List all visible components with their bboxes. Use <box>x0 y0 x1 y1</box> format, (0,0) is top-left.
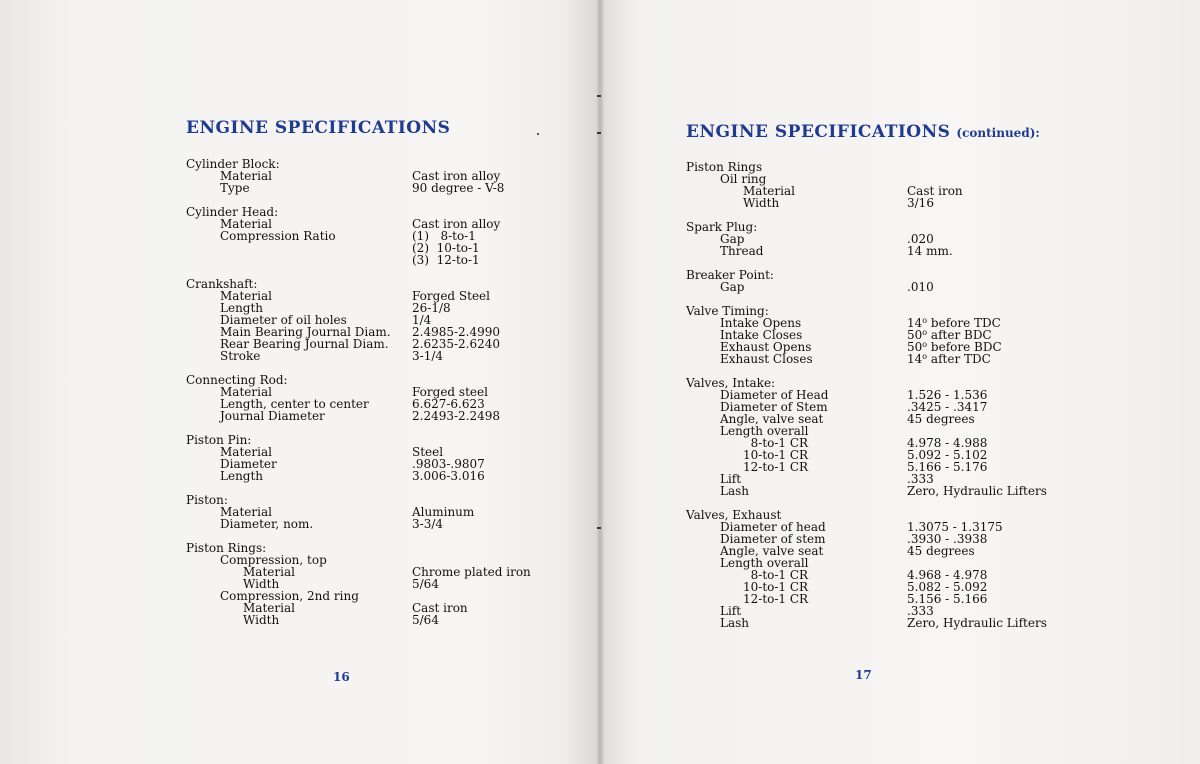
spec-section-heading: Connecting Rod: <box>186 373 288 387</box>
spec-value: Forged steel <box>412 385 488 399</box>
spec-label: Width <box>243 613 280 627</box>
spec-label: 12-to-1 CR <box>743 592 809 606</box>
spec-section-heading: Crankshaft: <box>186 277 258 291</box>
page-number: 17 <box>855 668 872 682</box>
timing-reference: before TDC <box>927 316 1001 330</box>
spec-value: .9803-.9807 <box>412 457 485 471</box>
spec-label: Material <box>220 505 272 519</box>
spec-row <box>186 230 586 242</box>
spec-value: 45 degrees <box>907 412 975 426</box>
spec-label: Journal Diameter <box>220 409 325 423</box>
spec-label: Diameter of oil holes <box>220 313 347 327</box>
spec-label: Rear Bearing Journal Diam. <box>220 337 389 351</box>
spec-label: Material <box>243 601 295 615</box>
left-page <box>0 0 598 764</box>
spec-label: Intake Opens <box>720 316 802 330</box>
spec-label: Main Bearing Journal Diam. <box>220 325 391 339</box>
spec-label: 10-to-1 CR <box>743 448 809 462</box>
spec-label: Width <box>243 577 280 591</box>
spec-value: 3.006-3.016 <box>412 469 485 483</box>
timing-reference: after TDC <box>927 352 991 366</box>
spec-value: .3425 - .3417 <box>907 400 988 414</box>
degree-number: 14 <box>907 352 923 366</box>
spec-label: Exhaust Opens <box>720 340 812 354</box>
spec-label: 8-to-1 CR <box>743 568 809 582</box>
spec-label: Diameter of head <box>720 520 826 534</box>
spec-label: Length <box>220 469 264 483</box>
spec-value: 2.4985-2.4990 <box>412 325 501 339</box>
spec-value: 3/16 <box>907 196 934 210</box>
spec-label: Gap <box>720 280 745 294</box>
spec-value: .3930 - .3938 <box>907 532 988 546</box>
spec-label: 8-to-1 CR <box>743 436 809 450</box>
degree-number: 14 <box>907 316 923 330</box>
print-speck <box>537 133 539 135</box>
spec-label: Compression, top <box>220 553 327 567</box>
spec-row <box>686 281 1166 293</box>
spec-row <box>686 197 1166 209</box>
row-spacer <box>686 209 1166 221</box>
spec-label: Diameter of Head <box>720 388 829 402</box>
spec-label: Intake Closes <box>720 328 803 342</box>
spec-row <box>186 350 586 362</box>
title-suffix: (continued): <box>956 126 1040 140</box>
spec-label: 12-to-1 CR <box>743 460 809 474</box>
spec-row <box>186 614 586 626</box>
spec-value: 3-3/4 <box>412 517 444 531</box>
timing-reference: before BDC <box>927 340 1002 354</box>
spec-label: Lift <box>720 604 742 618</box>
spec-label: Length, center to center <box>220 397 369 411</box>
spec-section-heading: Cylinder Head: <box>186 205 279 219</box>
timing-reference: after BDC <box>927 328 992 342</box>
spec-value: 2.6235-2.6240 <box>412 337 501 351</box>
degree-number: 50 <box>907 340 923 354</box>
degree-symbol: o <box>922 340 928 349</box>
spec-section-heading: Piston Pin: <box>186 433 252 447</box>
spec-table <box>186 158 586 626</box>
page-number: 16 <box>333 670 350 684</box>
spec-section-heading: Valves, Exhaust <box>686 508 782 522</box>
spec-value: Forged Steel <box>412 289 490 303</box>
spec-value: Zero, Hydraulic Lifters <box>907 484 1047 498</box>
spec-label: Diameter of Stem <box>720 400 828 414</box>
spec-row <box>186 410 586 422</box>
spec-section-heading: Spark Plug: <box>686 220 758 234</box>
spec-value: 1/4 <box>412 313 432 327</box>
spec-label: Lash <box>720 616 750 630</box>
spec-section-heading: Cylinder Block: <box>186 157 280 171</box>
spec-value: Zero, Hydraulic Lifters <box>907 616 1047 630</box>
right-page <box>602 0 1200 764</box>
spec-value: 26-1/8 <box>412 301 451 315</box>
spec-label: Type <box>220 181 250 195</box>
spec-value <box>907 353 991 365</box>
spec-value: 5.092 - 5.102 <box>907 448 988 462</box>
spec-value: 6.627-6.623 <box>412 397 485 411</box>
spec-value: (3) 12-to-1 <box>412 253 480 267</box>
spec-label: Material <box>220 217 272 231</box>
spec-value: Aluminum <box>412 505 475 519</box>
spec-section-heading: Piston: <box>186 493 228 507</box>
spec-label: 10-to-1 CR <box>743 580 809 594</box>
spec-value: .333 <box>907 604 934 618</box>
spec-label: Lash <box>720 484 750 498</box>
spec-label: Diameter, nom. <box>220 517 314 531</box>
spec-value: 5/64 <box>412 613 439 627</box>
spec-value: 90 degree - V-8 <box>412 181 505 195</box>
spec-value: Cast iron alloy <box>412 169 501 183</box>
spec-table <box>686 161 1166 629</box>
spec-row <box>186 242 586 254</box>
spec-value: Chrome plated iron <box>412 565 531 579</box>
spec-label: Thread <box>720 244 764 258</box>
spec-label: Compression Ratio <box>220 229 336 243</box>
spec-value: 5/64 <box>412 577 439 591</box>
spec-label: Stroke <box>220 349 261 363</box>
spec-section-heading: Valves, Intake: <box>686 376 776 390</box>
spec-value: 5.166 - 5.176 <box>907 460 988 474</box>
spec-label: Material <box>220 169 272 183</box>
spec-row <box>686 485 1166 497</box>
spec-label: Material <box>220 385 272 399</box>
spec-value: (2) 10-to-1 <box>412 241 480 255</box>
title-text: ENGINE SPECIFICATIONS <box>186 118 451 138</box>
spec-value: 1.526 - 1.536 <box>907 388 988 402</box>
spec-label: Angle, valve seat <box>720 544 824 558</box>
spec-row <box>686 245 1166 257</box>
spec-value: .333 <box>907 472 934 486</box>
spec-value: 4.978 - 4.988 <box>907 436 988 450</box>
spec-label: Compression, 2nd ring <box>220 589 359 603</box>
spec-row <box>686 353 1166 365</box>
spec-label: Material <box>220 289 272 303</box>
spec-label: Lift <box>720 472 742 486</box>
spec-section-heading: Piston Rings: <box>186 541 267 555</box>
spec-value: .010 <box>907 280 934 294</box>
spec-value: 4.968 - 4.978 <box>907 568 988 582</box>
spec-label: Diameter <box>220 457 277 471</box>
spec-value: .020 <box>907 232 934 246</box>
spec-label: Length overall <box>720 556 809 570</box>
spec-label: Exhaust Closes <box>720 352 813 366</box>
spec-row <box>186 182 586 194</box>
spec-row <box>186 518 586 530</box>
spec-value: Cast iron alloy <box>412 217 501 231</box>
binding-mark <box>597 95 601 97</box>
row-spacer <box>186 482 586 494</box>
spec-row <box>186 470 586 482</box>
page-title <box>686 122 1040 142</box>
spec-label: Material <box>220 445 272 459</box>
title-text: ENGINE SPECIFICATIONS <box>686 122 951 142</box>
spec-section-heading: Breaker Point: <box>686 268 774 282</box>
spec-label: Diameter of stem <box>720 532 826 546</box>
degree-symbol: o <box>922 316 928 325</box>
spec-section-heading: Valve Timing: <box>686 304 769 318</box>
spec-row <box>186 254 586 266</box>
spec-value: (1) 8-to-1 <box>412 229 476 243</box>
spec-value: 2.2493-2.2498 <box>412 409 501 423</box>
spec-value: 5.156 - 5.166 <box>907 592 988 606</box>
spec-value: Cast iron <box>907 184 963 198</box>
spec-value: Cast iron <box>412 601 468 615</box>
spec-label: Width <box>743 196 780 210</box>
spec-label: Material <box>743 184 795 198</box>
page-title <box>186 118 450 138</box>
spec-value: Steel <box>412 445 444 459</box>
degree-symbol: o <box>922 352 928 361</box>
spec-value: 3-1/4 <box>412 349 444 363</box>
spec-value: 1.3075 - 1.3175 <box>907 520 1003 534</box>
spec-label: Oil ring <box>720 172 767 186</box>
spec-label: Angle, valve seat <box>720 412 824 426</box>
spec-row <box>686 617 1166 629</box>
degree-number: 50 <box>907 328 923 342</box>
spec-label: Length overall <box>720 424 809 438</box>
spec-value: 5.082 - 5.092 <box>907 580 988 594</box>
binding-mark <box>597 132 601 134</box>
spec-label: Length <box>220 301 264 315</box>
binding-mark <box>597 527 601 529</box>
degree-symbol: o <box>922 328 928 337</box>
spec-value: 45 degrees <box>907 544 975 558</box>
spec-label: Material <box>243 565 295 579</box>
spec-value: 14 mm. <box>907 244 953 258</box>
spec-label: Gap <box>720 232 745 246</box>
spec-section-heading: Piston Rings <box>686 160 763 174</box>
